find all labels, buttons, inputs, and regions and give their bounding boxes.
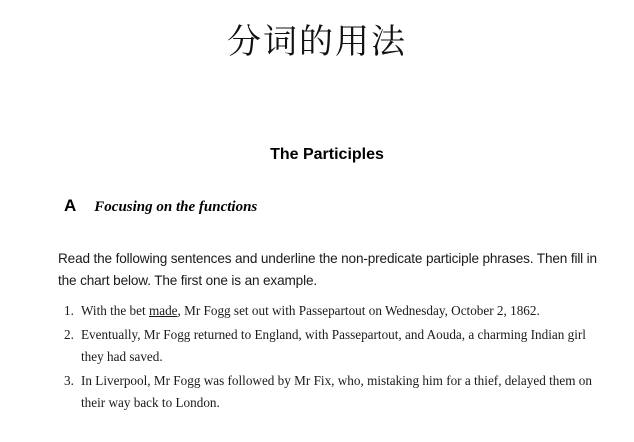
subsection-letter: A [64,196,77,215]
example-sentence-list [64,300,604,416]
example-number: 2. [64,327,74,342]
subsection-title: Focusing on the functions [94,199,258,215]
section-heading: The Participles [270,146,384,163]
example-sentence-3 [64,370,604,414]
example-text: In Liverpool, Mr Fogg was followed by Mr Fix, who, mistaking him for a thief, delayed them on their way back to London. [81,373,592,410]
example-text: Eventually, Mr Fogg returned to England, with Passepartout, and Aouda, a charming Indian girl they had saved. [81,327,586,364]
example-number: 3. [64,373,74,388]
page-title: 分词的用法 [227,22,407,62]
example-number: 1. [64,303,74,318]
example-text-after: , Mr Fogg set out with Passepartout on Wednesday, October 2, 1862. [177,303,540,318]
underlined-participle: made [148,303,178,318]
example-text-before: With the bet [81,303,149,318]
instruction-paragraph: Read the following sentences and underline the non-predicate participle phrases. Then fill in the chart below. The first one is an example. [58,251,597,288]
example-sentence-2 [64,324,604,368]
subsection-heading [64,196,257,216]
example-sentence-1 [64,300,604,322]
